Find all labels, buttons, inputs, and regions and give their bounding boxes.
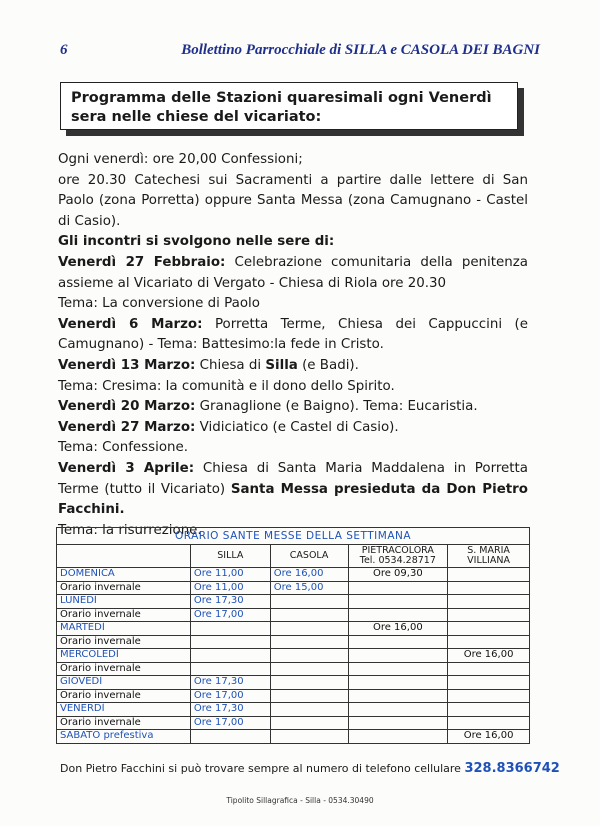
table-row (57, 662, 530, 676)
time-cell (348, 608, 448, 622)
time-cell (190, 730, 270, 744)
table-header-casola: CASOLA (270, 545, 348, 568)
winter-label: Orario invernale (57, 689, 191, 703)
intro-line-3: Gli incontri si svolgono nelle sere di: (58, 234, 335, 250)
time-cell (348, 716, 448, 730)
time-cell (448, 581, 530, 595)
time-cell: Ore 16,00 (448, 649, 530, 663)
table-header-blank (57, 545, 191, 568)
time-cell (448, 676, 530, 690)
printer-footer: Tipolito Sillagrafica - Silla - 0534.30490 (226, 796, 374, 805)
program-title-line1: Programma delle Stazioni quaresimali ogni Venerdì (71, 90, 492, 106)
event-text: Chiesa di (199, 357, 266, 373)
event-1-theme: Tema: La conversione di Paolo (58, 296, 260, 312)
time-cell: Ore 17,00 (190, 689, 270, 703)
time-cell (270, 689, 348, 703)
contact-text: Don Pietro Facchini si può trovare sempre al numero di telefono cellulare (60, 762, 461, 775)
time-cell (448, 622, 530, 636)
time-cell (448, 703, 530, 717)
table-row (57, 622, 530, 636)
event-bold-text: Santa Messa presieduta da Don Pietro Facchini. (58, 481, 528, 518)
time-cell (348, 581, 448, 595)
day-label: VENERDÌ (57, 703, 191, 717)
time-cell (190, 662, 270, 676)
event-date: Venerdì 27 Febbraio: (58, 254, 226, 270)
time-cell: Ore 09,30 (348, 568, 448, 582)
event-text: Celebrazione comunitaria della penitenza assieme al Vicariato di Vergato - Chiesa di Riola ore 20.30 (58, 254, 528, 291)
time-cell: Ore 17,30 (190, 595, 270, 609)
program-body (58, 150, 528, 541)
time-cell (448, 608, 530, 622)
day-label: LUNEDÌ (57, 595, 191, 609)
time-cell: Ore 11,00 (190, 581, 270, 595)
time-cell (348, 703, 448, 717)
winter-label: Orario invernale (57, 662, 191, 676)
table-caption: ORARIO SANTE MESSE DELLA SETTIMANA (57, 528, 530, 545)
time-cell (270, 649, 348, 663)
table-row (57, 595, 530, 609)
event-text: Vidiciatico (e Castel di Casio). (199, 419, 399, 435)
time-cell (448, 662, 530, 676)
event-5-theme: Tema: Confessione. (58, 440, 188, 456)
table-header-pietracolora: PIETRACOLORA Tel. 0534.28717 (348, 545, 448, 568)
time-cell (190, 622, 270, 636)
day-label: DOMENICA (57, 568, 191, 582)
time-cell (270, 595, 348, 609)
event-5 (58, 418, 528, 439)
event-6-theme: Tema: la risurrezione. (58, 522, 202, 538)
time-cell: Ore 15,00 (270, 581, 348, 595)
contact-phone: 328.8366742 (464, 761, 560, 776)
time-cell (448, 716, 530, 730)
day-label: SABATO prefestiva (57, 730, 191, 744)
time-cell (190, 635, 270, 649)
time-cell: Ore 17,30 (190, 703, 270, 717)
event-date: Venerdì 20 Marzo: (58, 399, 196, 415)
intro-line-2: ore 20.30 Catechesi sui Sacramenti a partire dalle lettere di San Paolo (zona Porretta) oppure Santa Messa (zona Camugnano - Castel di Casio). (58, 172, 528, 229)
time-cell: Ore 11,00 (190, 568, 270, 582)
table-row (57, 703, 530, 717)
time-cell (270, 676, 348, 690)
event-text: Granaglione (e Baigno). Tema: Eucaristia. (199, 399, 478, 415)
time-cell (270, 730, 348, 744)
event-text: Chiesa di Santa Maria Maddalena in Porretta Terme (tutto il Vicariato) (58, 460, 528, 497)
time-cell (348, 689, 448, 703)
time-cell (270, 622, 348, 636)
table-header-villiana: S. MARIA VILLIANA (448, 545, 530, 568)
event-2 (58, 315, 528, 356)
time-cell: Ore 17,00 (190, 716, 270, 730)
time-cell (348, 662, 448, 676)
day-label: MARTEDÌ (57, 622, 191, 636)
time-cell (448, 689, 530, 703)
bulletin-title: Bollettino Parrocchiale di SILLA e CASOLA DEI BAGNI (181, 42, 540, 58)
time-cell (448, 635, 530, 649)
event-4 (58, 397, 528, 418)
event-text: Porretta Terme, Chiesa dei Cappuccini (e Camugnano) - Tema: Battesimo:la fede in Cristo. (58, 316, 528, 353)
time-cell (348, 676, 448, 690)
event-date: Venerdì 3 Aprile: (58, 460, 195, 476)
day-label: MERCOLEDÌ (57, 649, 191, 663)
time-cell: Ore 17,30 (190, 676, 270, 690)
time-cell: Ore 16,00 (348, 622, 448, 636)
time-cell (270, 662, 348, 676)
time-cell (270, 635, 348, 649)
time-cell (448, 568, 530, 582)
event-3 (58, 356, 528, 377)
time-cell (348, 730, 448, 744)
time-cell (348, 649, 448, 663)
time-cell (190, 649, 270, 663)
event-6 (58, 459, 528, 521)
day-label: GIOVEDÌ (57, 676, 191, 690)
page-number: 6 (60, 42, 68, 58)
winter-label: Orario invernale (57, 608, 191, 622)
time-cell (270, 608, 348, 622)
table-row (57, 716, 530, 730)
winter-label: Orario invernale (57, 635, 191, 649)
time-cell (270, 703, 348, 717)
program-title-box (60, 82, 518, 130)
mass-schedule-table (56, 527, 530, 744)
time-cell: Ore 16,00 (448, 730, 530, 744)
table-row (57, 676, 530, 690)
event-3-theme: Tema: Cresima: la comunità e il dono dello Spirito. (58, 378, 395, 394)
time-cell (348, 595, 448, 609)
winter-label: Orario invernale (57, 581, 191, 595)
time-cell: Ore 16,00 (270, 568, 348, 582)
table-row (57, 581, 530, 595)
event-text-tail: (e Badi). (297, 357, 359, 373)
table-row (57, 689, 530, 703)
table-row (57, 568, 530, 582)
table-row (57, 608, 530, 622)
time-cell: Ore 17,00 (190, 608, 270, 622)
event-date: Venerdì 6 Marzo: (58, 316, 203, 332)
table-header-silla: SILLA (190, 545, 270, 568)
table-row (57, 730, 530, 744)
intro-line-1: Ogni venerdì: ore 20,00 Confessioni; (58, 152, 303, 167)
event-place: Silla (265, 357, 298, 373)
table-row (57, 635, 530, 649)
event-1 (58, 253, 528, 294)
event-date: Venerdì 27 Marzo: (58, 419, 196, 435)
winter-label: Orario invernale (57, 716, 191, 730)
time-cell (448, 595, 530, 609)
time-cell (348, 635, 448, 649)
event-date: Venerdì 13 Marzo: (58, 357, 196, 373)
program-title-line2: sera nelle chiese del vicariato: (71, 109, 322, 125)
table-row (57, 649, 530, 663)
contact-note (60, 761, 560, 776)
time-cell (270, 716, 348, 730)
